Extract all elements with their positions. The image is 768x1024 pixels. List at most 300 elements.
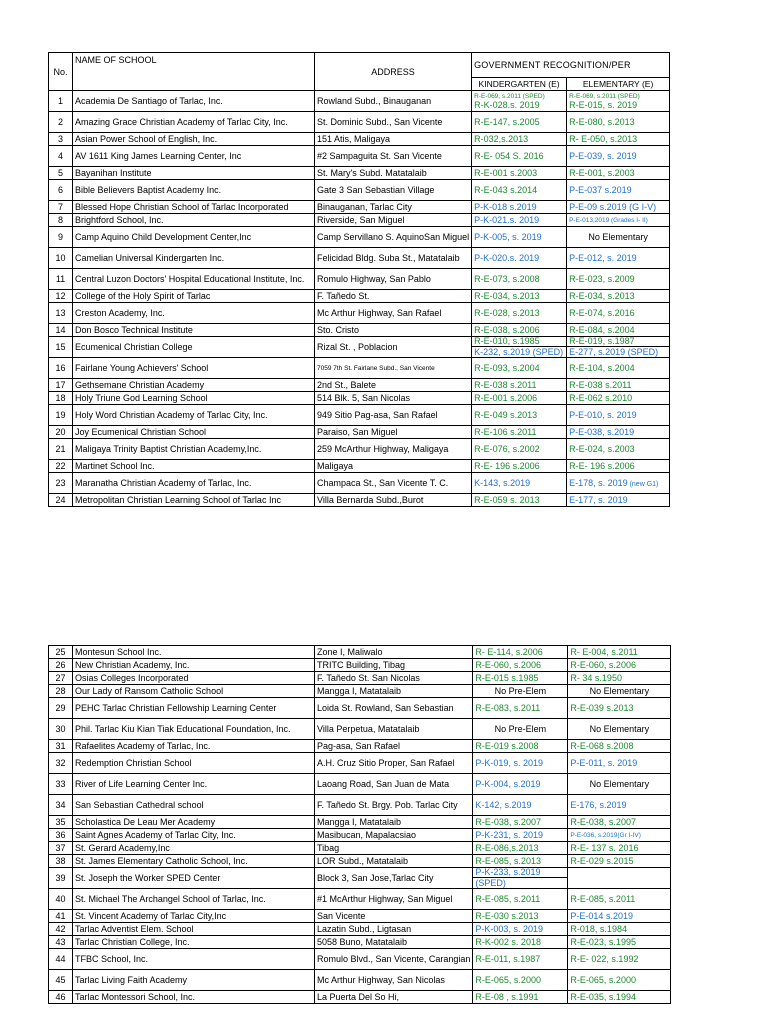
table-row: [49, 829, 671, 842]
elementary-permit-value: P-E-012, s. 2019: [569, 253, 637, 263]
col-header-address: ADDRESS: [315, 53, 472, 91]
school-address: Romulo Highway, San Pablo: [315, 269, 472, 290]
kindergarten-permit: P-K-018 s.2019: [472, 201, 567, 214]
kindergarten-permit: R-E-038, s.2007: [473, 816, 568, 829]
elementary-permit: [567, 439, 670, 460]
elementary-permit: [568, 829, 671, 842]
elementary-permit: [568, 923, 671, 936]
elementary-permit: [568, 991, 671, 1004]
kindergarten-permit: K-143, s.2019: [472, 473, 567, 494]
school-address: F. Tañedo St.: [315, 290, 472, 303]
school-address: Mc Arthur Highway, San Nicolas: [315, 970, 473, 991]
school-address: Villa Bernarda Subd.,Burot: [315, 494, 472, 507]
elementary-permit: [567, 269, 670, 290]
elementary-permit-first: R-E-019, s.1987: [567, 337, 669, 347]
row-number: 34: [49, 795, 73, 816]
elementary-permit-value: P-E-036, s.2019(Gr I-IV): [570, 831, 641, 839]
row-number: 31: [49, 740, 73, 753]
school-name: River of Life Learning Center Inc.: [73, 774, 315, 795]
elementary-permit: [567, 392, 670, 405]
kindergarten-permit: No Pre-Elem: [473, 719, 568, 740]
row-number: 46: [49, 991, 73, 1004]
table-row: [49, 290, 670, 303]
col-header-kindergarten: KINDERGARTEN (E): [472, 78, 567, 91]
kindergarten-permit: [472, 337, 567, 358]
elementary-permit-value: R-E-001, s.2003: [569, 168, 635, 178]
kindergarten-permit: R-E-065, s.2000: [473, 970, 568, 991]
school-address: Loida St. Rowland, San Sebastian: [315, 698, 473, 719]
school-name: Maranatha Christian Academy of Tarlac, Inc.: [73, 473, 315, 494]
elementary-permit: [568, 910, 671, 923]
row-number: 6: [49, 180, 73, 201]
elementary-permit-value: R-E-034, s.2013: [569, 291, 635, 301]
elementary-permit-value: R- 34 s.1950: [570, 673, 622, 683]
school-address: TRITC Building, Tibag: [315, 659, 473, 672]
kindergarten-permit: P-K-021.s. 2019: [472, 214, 567, 227]
kindergarten-permit: R-E-060, s.2006: [473, 659, 568, 672]
elementary-permit: [568, 795, 671, 816]
school-name: Gethsemane Christian Academy: [73, 379, 315, 392]
row-number: 1: [49, 91, 73, 112]
table-row: [49, 303, 670, 324]
elementary-permit-value: P-E-038, s.2019: [569, 427, 635, 437]
school-name: Metropolitan Christian Learning School of Tarlac Inc: [73, 494, 315, 507]
kindergarten-permit: R-032,s.2013: [472, 133, 567, 146]
elementary-permit-value: R-018, s.1984: [570, 924, 627, 934]
school-address: 2nd St., Balete: [315, 379, 472, 392]
elementary-permit: [568, 970, 671, 991]
elementary-permit-value: R-E-038 s.2011: [569, 380, 632, 390]
elementary-permit-value: No Elementary: [589, 686, 650, 696]
school-address: F. Tañedo St. Brgy. Pob. Tarlac City: [315, 795, 473, 816]
row-number: 2: [49, 112, 73, 133]
school-address: 7059 7th St. Fairlane Subd., San Vicente: [315, 358, 472, 379]
row-number: 32: [49, 753, 73, 774]
school-name: St. James Elementary Catholic School, Inc.: [73, 855, 315, 868]
elementary-permit: [568, 889, 671, 910]
school-address: Felicidad Bldg. Suba St., Matatalaib: [315, 248, 472, 269]
school-address: Camp Servillano S. AquinoSan Miguel: [315, 227, 472, 248]
table-row: [49, 392, 670, 405]
kindergarten-permit: R-E-030 s.2013: [473, 910, 568, 923]
kindergarten-permit: K-142, s.2019: [473, 795, 568, 816]
elementary-permit: [568, 868, 671, 889]
elementary-permit: [567, 358, 670, 379]
table-row: [49, 201, 670, 214]
kindergarten-permit: R-E-147, s.2005: [472, 112, 567, 133]
school-name: Camelian Universal Kindergarten Inc.: [73, 248, 315, 269]
elementary-permit: [567, 227, 670, 248]
school-address: 949 Sitio Pag-asa, San Rafael: [315, 405, 472, 426]
row-number: 29: [49, 698, 73, 719]
table-row: [49, 795, 671, 816]
elementary-permit-value: R-E-023, s.2009: [569, 274, 635, 284]
col-header-name: NAME OF SCHOOL: [73, 53, 315, 91]
school-address: 151 Atis, Maligaya: [315, 133, 472, 146]
kindergarten-permit: R-E-08 , s.1991: [473, 991, 568, 1004]
row-number: 9: [49, 227, 73, 248]
school-name: Tarlac Adventist Elem. School: [73, 923, 315, 936]
row-number: 21: [49, 439, 73, 460]
school-name: Redemption Christian School: [73, 753, 315, 774]
elementary-permit: [568, 753, 671, 774]
elementary-permit-value: R-E-023, s.1995: [570, 937, 636, 947]
elementary-permit-value: E-176, s.2019: [570, 800, 627, 810]
school-address: Villa Perpetua, Matatalaib: [315, 719, 473, 740]
school-name: St. Gerard Academy,Inc: [73, 842, 315, 855]
table-row: [49, 842, 671, 855]
elementary-permit-value: No Elementary: [588, 232, 648, 242]
school-address: #2 Sampaguita St. San Vicente: [315, 146, 472, 167]
elementary-permit: [568, 949, 671, 970]
kindergarten-permit: P-K-004, s.2019: [473, 774, 568, 795]
school-name: Montesun School Inc.: [73, 646, 315, 659]
table-row: [49, 269, 670, 290]
elementary-permit: [568, 659, 671, 672]
elementary-permit: [568, 855, 671, 868]
school-name: Ecumenical Christian College: [73, 337, 315, 358]
elementary-permit-value: R-E-039 s.2013: [570, 703, 634, 713]
elementary-permit: [567, 91, 670, 112]
school-name: Phil. Tarlac Kiu Kian Tiak Educational Foundation, Inc.: [73, 719, 315, 740]
kindergarten-permit: P-K-019, s. 2019: [473, 753, 568, 774]
school-name: Bayanihan Institute: [73, 167, 315, 180]
school-name: Creston Academy, Inc.: [73, 303, 315, 324]
school-address: Maligaya: [315, 460, 472, 473]
table-row: [49, 180, 670, 201]
elementary-permit: [568, 816, 671, 829]
elementary-permit-value: P-E-037 s.2019: [569, 185, 632, 195]
schools-table-1: [48, 52, 670, 507]
row-number: 30: [49, 719, 73, 740]
elementary-permit: [567, 303, 670, 324]
school-name: St. Vincent Academy of Tarlac City,Inc: [73, 910, 315, 923]
elementary-permit-value: R-E-080, s.2013: [569, 117, 635, 127]
elementary-permit: [567, 324, 670, 337]
row-number: 18: [49, 392, 73, 405]
table-row: [49, 91, 670, 112]
table-row: [49, 719, 671, 740]
school-address: Lazatin Subd., Ligtasan: [315, 923, 473, 936]
row-number: 15: [49, 337, 73, 358]
col-header-elementary: ELEMENTARY (E): [567, 78, 670, 91]
row-number: 4: [49, 146, 73, 167]
school-address: Tibag: [315, 842, 473, 855]
elementary-permit: [567, 337, 670, 358]
school-name: St. Michael The Archangel School of Tarlac, Inc.: [73, 889, 315, 910]
school-address: Mc Arthur Highway, San Rafael: [315, 303, 472, 324]
school-name: Don Bosco Technical Institute: [73, 324, 315, 337]
elementary-permit-value: E-178, s. 2019: [569, 477, 628, 488]
table-row: [49, 923, 671, 936]
col-header-no: No.: [49, 53, 73, 91]
table-row: [49, 991, 671, 1004]
table-row: [49, 405, 670, 426]
school-name: Martinet School Inc.: [73, 460, 315, 473]
row-number: 16: [49, 358, 73, 379]
school-address: Binauganan, Tarlac City: [315, 201, 472, 214]
elementary-permit-value: R-E-065, s.2000: [570, 975, 636, 985]
table-row: [49, 133, 670, 146]
elementary-permit: [567, 146, 670, 167]
table-row: [49, 227, 670, 248]
elementary-permit-value: R-E-085, s.2011: [570, 894, 636, 904]
row-number: 19: [49, 405, 73, 426]
school-name: Tarlac Montessori School, Inc.: [73, 991, 315, 1004]
kindergarten-permit: R-E-034, s.2013: [472, 290, 567, 303]
row-number: 44: [49, 949, 73, 970]
elementary-permit: [568, 698, 671, 719]
row-number: 43: [49, 936, 73, 949]
elementary-permit-value: P-E-013,2019 (Grades I- II): [569, 216, 648, 224]
table-row: [49, 970, 671, 991]
school-address: La Puerta Del So Hi,: [315, 991, 473, 1004]
kindergarten-permit: R-E- 196 s.2006: [472, 460, 567, 473]
table-row: [49, 855, 671, 868]
row-number: 27: [49, 672, 73, 685]
school-address: St. Dominic Subd., San Vicente: [315, 112, 472, 133]
school-name: Osias Colleges Incorporated: [73, 672, 315, 685]
table-row: [49, 494, 670, 507]
kindergarten-permit: R-E-011, s.1987: [473, 949, 568, 970]
row-number: 26: [49, 659, 73, 672]
school-address: Champaca St., San Vicente T. C.: [315, 473, 472, 494]
table-row: [49, 358, 670, 379]
row-number: 42: [49, 923, 73, 936]
school-name: Holy Word Christian Academy of Tarlac City, Inc.: [73, 405, 315, 426]
kindergarten-permit: R-K-002 s. 2018: [473, 936, 568, 949]
row-number: 24: [49, 494, 73, 507]
elementary-permit: [567, 379, 670, 392]
table-row: [49, 868, 671, 889]
elementary-permit: [567, 290, 670, 303]
kindergarten-permit: R-E-019 s.2008: [473, 740, 568, 753]
school-address: Zone I, Maliwalo: [315, 646, 473, 659]
kindergarten-permit-second: (SPED): [475, 878, 506, 888]
kindergarten-permit: R-E-049 s.2013: [472, 405, 567, 426]
elementary-permit: [567, 426, 670, 439]
row-number: 7: [49, 201, 73, 214]
school-name: Camp Aquino Child Development Center,Inc: [73, 227, 315, 248]
table-row: [49, 816, 671, 829]
elementary-permit: [568, 774, 671, 795]
row-number: 17: [49, 379, 73, 392]
table-row: [49, 112, 670, 133]
row-number: 41: [49, 910, 73, 923]
table-row: [49, 324, 670, 337]
kindergarten-permit: R-E-015 s.1985: [473, 672, 568, 685]
elementary-permit: [568, 685, 671, 698]
school-address: Masibucan, Mapalacsiao: [315, 829, 473, 842]
row-number: 11: [49, 269, 73, 290]
elementary-permit: [567, 473, 670, 494]
elementary-permit: [568, 740, 671, 753]
school-address: Riverside, San Miguel: [315, 214, 472, 227]
table-row: [49, 685, 671, 698]
school-name: College of the Holy Spirit of Tarlac: [73, 290, 315, 303]
school-name: Tarlac Christian College, Inc.: [73, 936, 315, 949]
kindergarten-permit-first: R-E-010, s.1985: [472, 337, 566, 347]
school-name: San Sebastian Cathedral school: [73, 795, 315, 816]
elementary-permit-value: R-E-024, s.2003: [569, 444, 635, 454]
kindergarten-permit: R-E-076, s.2002: [472, 439, 567, 460]
elementary-permit-value: P-E-014 s.2019: [570, 911, 633, 921]
table-row: [49, 774, 671, 795]
table-row: [49, 646, 671, 659]
elementary-permit: [568, 646, 671, 659]
elementary-permit-value: R-E- 137 s. 2016: [570, 843, 639, 853]
table-row: [49, 439, 670, 460]
school-name: Saint Agnes Academy of Tarlac City, Inc.: [73, 829, 315, 842]
elementary-permit-value: R-E- 022, s.1992: [570, 954, 639, 964]
row-number: 36: [49, 829, 73, 842]
school-name: Maligaya Trinity Baptist Christian Academy,Inc.: [73, 439, 315, 460]
school-name: TFBC School, Inc.: [73, 949, 315, 970]
school-address: Romulo Blvd., San Vicente, Carangian: [315, 949, 473, 970]
row-number: 23: [49, 473, 73, 494]
table-row: [49, 426, 670, 439]
school-name: Central Luzon Doctors' Hospital Educational Institute, Inc.: [73, 269, 315, 290]
school-name: Brightford School, Inc.: [73, 214, 315, 227]
kindergarten-permit-sped: R-E-069, s.2011 (SPED): [474, 92, 545, 100]
elementary-permit-sped: R-E-069, s.2011 (SPED): [569, 92, 640, 100]
school-name: Our Lady of Ransom Catholic School: [73, 685, 315, 698]
elementary-permit: [567, 133, 670, 146]
elementary-permit-value: R-E-074, s.2016: [569, 308, 635, 318]
school-name: Tarlac Living Faith Academy: [73, 970, 315, 991]
elementary-permit-value: R-E-084, s.2004: [569, 325, 635, 335]
elementary-permit-value: R- E-004, s.2011: [570, 647, 638, 657]
school-address: Gate 3 San Sebastian Village: [315, 180, 472, 201]
table-row: [49, 337, 670, 358]
school-address: 514 Blk. 5, San Nicolas: [315, 392, 472, 405]
table-row: [49, 889, 671, 910]
elementary-permit-note: (new G1): [627, 480, 659, 488]
table-row: [49, 659, 671, 672]
school-address: Rowland Subd., Binauganan: [315, 91, 472, 112]
elementary-permit-value: R-E- 196 s.2006: [569, 461, 635, 471]
school-name: Rafaelites Academy of Tarlac, Inc.: [73, 740, 315, 753]
school-address: 259 McArthur Highway, Maligaya: [315, 439, 472, 460]
kindergarten-permit: [473, 868, 568, 889]
elementary-permit-value: R-E-062 s.2010: [569, 393, 633, 403]
kindergarten-permit: R-E-001 s.2003: [472, 167, 567, 180]
elementary-permit-value: R-E-029 s.2015: [570, 856, 634, 866]
school-name: Joy Ecumenical Christian School: [73, 426, 315, 439]
row-number: 12: [49, 290, 73, 303]
table-row: [49, 214, 670, 227]
row-number: 13: [49, 303, 73, 324]
schools-table-2: [48, 645, 671, 1004]
kindergarten-permit: P-K-005, s. 2019: [472, 227, 567, 248]
school-address: #1 McArthur Highway, San Miguel: [315, 889, 473, 910]
elementary-permit: [568, 936, 671, 949]
kindergarten-permit: P-K-003, s. 2019: [473, 923, 568, 936]
table-row: [49, 672, 671, 685]
table-row: [49, 698, 671, 719]
row-number: 39: [49, 868, 73, 889]
row-number: 28: [49, 685, 73, 698]
row-number: 5: [49, 167, 73, 180]
table-row: [49, 473, 670, 494]
school-address: Sto. Cristo: [315, 324, 472, 337]
school-address: 5058 Buno, Matatalaib: [315, 936, 473, 949]
school-name: Scholastica De Leau Mer Academy: [73, 816, 315, 829]
kindergarten-permit: R-E-038, s.2006: [472, 324, 567, 337]
table-row: [49, 753, 671, 774]
elementary-permit: [567, 201, 670, 214]
elementary-permit: [567, 405, 670, 426]
elementary-permit-value: P-E-09 s.2019 (G I-V): [569, 202, 657, 212]
elementary-permit: [568, 672, 671, 685]
school-address: LOR Subd., Matatalaib: [315, 855, 473, 868]
elementary-permit-second: R-E-015, s. 2019: [569, 99, 638, 110]
table-row: [49, 460, 670, 473]
kindergarten-permit: [472, 91, 567, 112]
col-header-gov-recognition: GOVERNMENT RECOGNITION/PER: [472, 53, 670, 78]
kindergarten-permit: No Pre-Elem: [473, 685, 568, 698]
school-name: St. Joseph the Worker SPED Center: [73, 868, 315, 889]
school-address: Block 3, San Jose,Tarlac City: [315, 868, 473, 889]
school-name: Asian Power School of English, Inc.: [73, 133, 315, 146]
school-name: Amazing Grace Christian Academy of Tarlac City, Inc.: [73, 112, 315, 133]
table-row: [49, 936, 671, 949]
elementary-permit-value: R-E-068 s.2008: [570, 741, 634, 751]
kindergarten-permit: R-E-059 s. 2013: [472, 494, 567, 507]
elementary-permit: [568, 842, 671, 855]
school-address: Mangga I, Matatalaib: [315, 816, 473, 829]
elementary-permit: [567, 248, 670, 269]
elementary-permit: [567, 180, 670, 201]
school-address: San Vicente: [315, 910, 473, 923]
row-number: 38: [49, 855, 73, 868]
kindergarten-permit: R-E-086,s.2013: [473, 842, 568, 855]
kindergarten-permit: R-E-028, s.2013: [472, 303, 567, 324]
row-number: 33: [49, 774, 73, 795]
row-number: 45: [49, 970, 73, 991]
school-address: Rizal St. , Poblacion: [315, 337, 472, 358]
elementary-permit: [567, 214, 670, 227]
school-address: A.H. Cruz Sitio Proper, San Rafael: [315, 753, 473, 774]
school-name: Bible Believers Baptist Academy Inc.: [73, 180, 315, 201]
kindergarten-permit: R-E-085, s.2013: [473, 855, 568, 868]
table-row: [49, 910, 671, 923]
kindergarten-permit: R-E-043 s.2014: [472, 180, 567, 201]
elementary-permit-value: P-E-011, s. 2019: [570, 758, 638, 768]
elementary-permit-value: R-E-035, s.1994: [570, 992, 636, 1002]
table-row: [49, 146, 670, 167]
elementary-permit-value: R-E-038, s.2007: [570, 817, 636, 827]
row-number: 14: [49, 324, 73, 337]
elementary-permit: [567, 494, 670, 507]
row-number: 8: [49, 214, 73, 227]
elementary-permit-value: R-E-104, s.2004: [569, 363, 635, 373]
table-row: [49, 248, 670, 269]
row-number: 35: [49, 816, 73, 829]
kindergarten-permit: R-E-093, s.2004: [472, 358, 567, 379]
elementary-permit-value: P-E-039, s. 2019: [569, 151, 637, 161]
school-address: Paraiso, San Miguel: [315, 426, 472, 439]
row-number: 20: [49, 426, 73, 439]
row-number: 3: [49, 133, 73, 146]
school-name: Holy Triune God Learning School: [73, 392, 315, 405]
school-name: PEHC Tarlac Christian Fellowship Learning Center: [73, 698, 315, 719]
school-address: St. Mary's Subd. Matatalaib: [315, 167, 472, 180]
kindergarten-permit: R-E-106 s.2011: [472, 426, 567, 439]
row-number: 22: [49, 460, 73, 473]
table-row: [49, 167, 670, 180]
school-address: Mangga I, Matatalaib: [315, 685, 473, 698]
